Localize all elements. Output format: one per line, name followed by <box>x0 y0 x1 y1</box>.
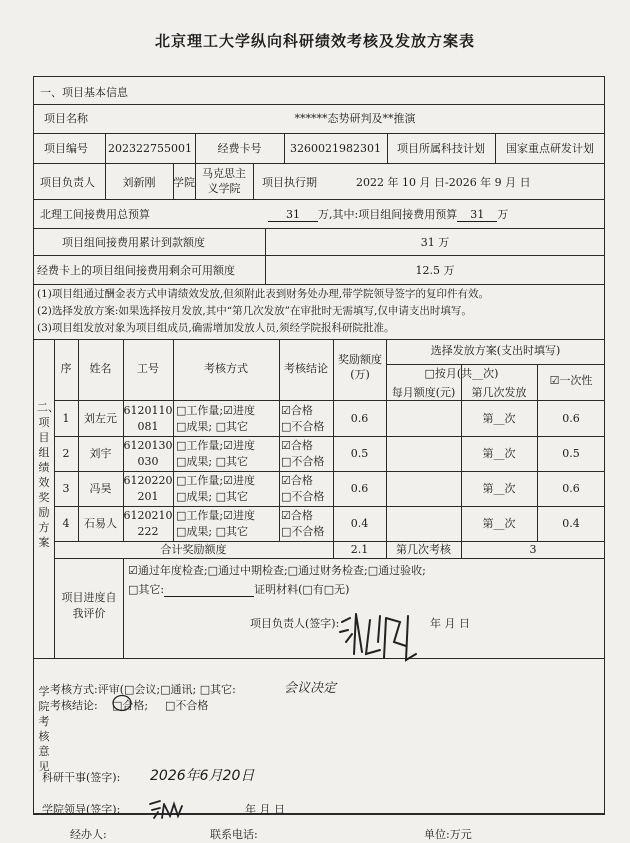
col-times: 第几次发放 <box>471 386 527 399</box>
period-label: 项目执行期 <box>262 176 317 189</box>
fund-card: 3260021982301 <box>290 142 381 155</box>
col-method: 考核方式 <box>204 362 248 375</box>
col-plan: 选择发放方案(支出时填写) <box>430 344 561 357</box>
budget-line <box>268 208 508 222</box>
col-name: 姓名 <box>89 362 112 375</box>
section3-side-label: 学院考核意见 <box>38 685 50 773</box>
note-2: (2)选择发放方案:如果选择按月发放,其中“第几次发放”在审批时无需填写,仅申请支出时填写。 <box>37 305 472 317</box>
budget-group: 31 <box>457 208 497 222</box>
secretary-label: 科研干事(签字): <box>42 771 121 784</box>
leader-label: 项目负责人 <box>40 176 95 189</box>
cumulative: 31 万 <box>420 236 450 249</box>
budget-mid: 万,其中:项目组间接费用预算 <box>318 208 458 221</box>
col-result: 考核结论 <box>284 362 328 375</box>
col-once: ☑一次性 <box>549 374 593 387</box>
unit-label: 单位:万元 <box>424 828 472 841</box>
leader: 刘新刚 <box>122 176 156 189</box>
section2-side-label: 二、项目组绩效奖励方案 <box>37 401 59 549</box>
col-amount: 奖励额度(万) <box>338 353 382 381</box>
col-seq: 序 <box>60 362 72 375</box>
col-monthly: □按月(共__次) <box>424 367 499 380</box>
fund-card-label: 经费卡号 <box>217 142 262 155</box>
total: 2.1 <box>350 543 369 556</box>
fail-option: □不合格 <box>165 699 209 712</box>
period: 2022 年 10 月 日-2026 年 9 月 日 <box>356 176 531 189</box>
leader-sign-label: 项目负责人(签字): <box>250 617 340 630</box>
pass-option: □合格; <box>112 699 149 712</box>
handler-label: 经办人: <box>70 828 107 841</box>
total-label: 合计奖励额度 <box>160 543 227 556</box>
project-no: 202322755001 <box>108 142 192 155</box>
plan: 国家重点研发计划 <box>506 142 594 155</box>
college-label: 学院 <box>173 176 195 189</box>
budget-unit: 万 <box>497 208 509 221</box>
method-line: 考核方式:评审(□会议;□通讯; □其它: <box>50 683 236 696</box>
project-name: ******态势研判及**推演 <box>294 112 416 125</box>
leader-date: 年 月 日 <box>430 617 470 630</box>
college: 马克思主义学院 <box>202 167 246 195</box>
section1-header: 一、项目基本信息 <box>40 86 128 99</box>
progress-line-1: ☑通过年度检查;□通过中期检查;□通过财务检查;□通过验收; <box>128 564 426 577</box>
project-name-label: 项目名称 <box>44 112 88 125</box>
note-3: (3)项目组发放对象为项目组成员,确需增加发放人员,须经学院报科研院批准。 <box>37 322 395 334</box>
note-1: (1)项目组通过酬金表方式申请绩效发放,但须附此表到财务处办理,带学院领导签字的复印件有效。 <box>37 288 490 300</box>
page-title: 北京理工大学纵向科研绩效考核及发放方案表 <box>154 32 475 50</box>
dean-signature <box>146 796 192 822</box>
progress-line-2: □其它: 证明材料(□有□无) <box>128 583 350 596</box>
nth: 3 <box>529 543 537 556</box>
plan-label: 项目所属科技计划 <box>397 142 485 155</box>
budget-label: 北理工间接费用总预算 <box>40 208 150 221</box>
remain: 12.5 万 <box>415 264 455 277</box>
cumulative-label: 项目组间接费用累计到款额度 <box>62 236 205 249</box>
dean-date: 年 月 日 <box>245 803 285 816</box>
col-emp-no: 工号 <box>137 362 159 375</box>
pass-circle <box>112 694 132 712</box>
phone-label: 联系电话: <box>210 828 258 841</box>
result-line: 考核结论: <box>50 699 98 712</box>
col-per-month: 每月额度(元) <box>391 386 456 399</box>
leader-signature <box>336 602 422 666</box>
nth-label: 第几次考核 <box>396 543 451 556</box>
secretary-handwriting: 2026年6月20日 <box>150 768 255 784</box>
budget-total: 31 <box>268 208 318 222</box>
method-handwriting: 会议决定 <box>284 681 337 696</box>
dean-label: 学院领导(签字): <box>42 803 121 816</box>
project-no-label: 项目编号 <box>44 142 88 155</box>
progress-label: 项目进度自我评价 <box>61 591 117 620</box>
remain-label: 经费卡上的项目组间接费用剩余可用额度 <box>37 264 235 277</box>
